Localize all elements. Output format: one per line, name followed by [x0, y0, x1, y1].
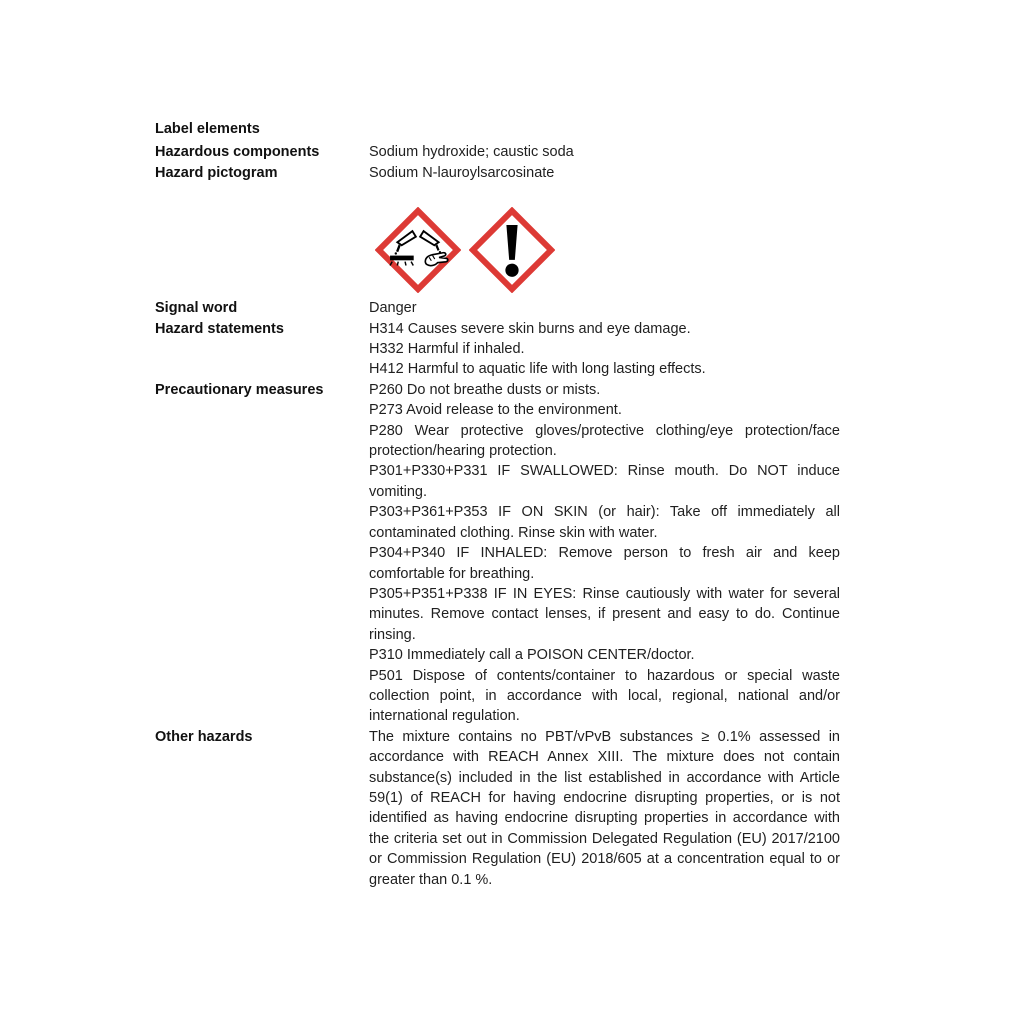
pictograms-row [155, 183, 840, 298]
ghs07-exclamation-mark-icon [469, 207, 555, 293]
signal-word-label: Signal word [155, 300, 238, 317]
precautionary-statement: P310 Immediately call a POISON CENTER/doctor. [369, 647, 695, 664]
hazardous-components-label: Hazardous components [155, 144, 320, 161]
signal-word-row [155, 298, 840, 318]
precautionary-statement: P305+P351+P338 IF IN EYES: Rinse cautiously with water for several minutes. Remove contact lenses, if present and easy to do. Continue rinsing. [369, 585, 840, 643]
other-hazards-text: The mixture contains no PBT/vPvB substances ≥ 0.1% assessed in accordance with REACH Annex XIII. The mixture does not contain substance(s) included in the list established in accordance with Article 59(1) of REACH for having endocrine disrupting properties, or is not identified as having endocrine disrupting properties in accordance with the criteria set out in Commission Delegated Regulation (EU) 2017/2100 or Commission Regulation (EU) 2018/605 at a concentration equal to or greater than 0.1 %. [369, 728, 840, 888]
section-title: Label elements [155, 121, 260, 137]
ghs05-corrosion-icon [375, 207, 461, 293]
signal-word-value: Danger [369, 300, 417, 317]
hazard-statement: H332 Harmful if inhaled. [369, 341, 525, 358]
precautionary-statement: P273 Avoid release to the environment. [369, 402, 622, 419]
hazard-statement: H314 Causes severe skin burns and eye damage. [369, 320, 691, 337]
precautionary-measures-label: Precautionary measures [155, 381, 324, 398]
other-hazards-row [155, 727, 840, 890]
precautionary-measures-row [155, 380, 840, 727]
hazard-statement: H412 Harmful to aquatic life with long lasting effects. [369, 361, 706, 378]
pictogram-block [375, 207, 840, 293]
precautionary-statement: P260 Do not breathe dusts or mists. [369, 381, 601, 398]
precautionary-statement: P280 Wear protective gloves/protective clothing/eye protection/face protection/hearing protection. [369, 422, 840, 460]
hazard-statements-row [155, 319, 840, 380]
other-hazards-label: Other hazards [155, 728, 253, 745]
hazard-statements-label: Hazard statements [155, 320, 284, 337]
hazardous-components-value: Sodium hydroxide; caustic soda [369, 144, 574, 161]
hazard-pictogram-value: Sodium N-lauroylsarcosinate [369, 164, 555, 181]
precautionary-statement: P501 Dispose of contents/container to hazardous or special waste collection point, in accordance with local, regional, national and/or international regulation. [369, 667, 840, 725]
hazardous-components-row [155, 142, 840, 162]
sds-label-elements-section [155, 119, 840, 890]
precautionary-statement: P304+P340 IF INHALED: Remove person to fresh air and keep comfortable for breathing. [369, 545, 840, 582]
precautionary-statement: P303+P361+P353 IF ON SKIN (or hair): Take off immediately all contaminated clothing. Rinse skin with water. [369, 504, 840, 541]
hazard-pictogram-label: Hazard pictogram [155, 164, 278, 181]
precautionary-statement: P301+P330+P331 IF SWALLOWED: Rinse mouth. Do NOT induce vomiting. [369, 463, 840, 500]
hazard-pictogram-row [155, 163, 840, 183]
